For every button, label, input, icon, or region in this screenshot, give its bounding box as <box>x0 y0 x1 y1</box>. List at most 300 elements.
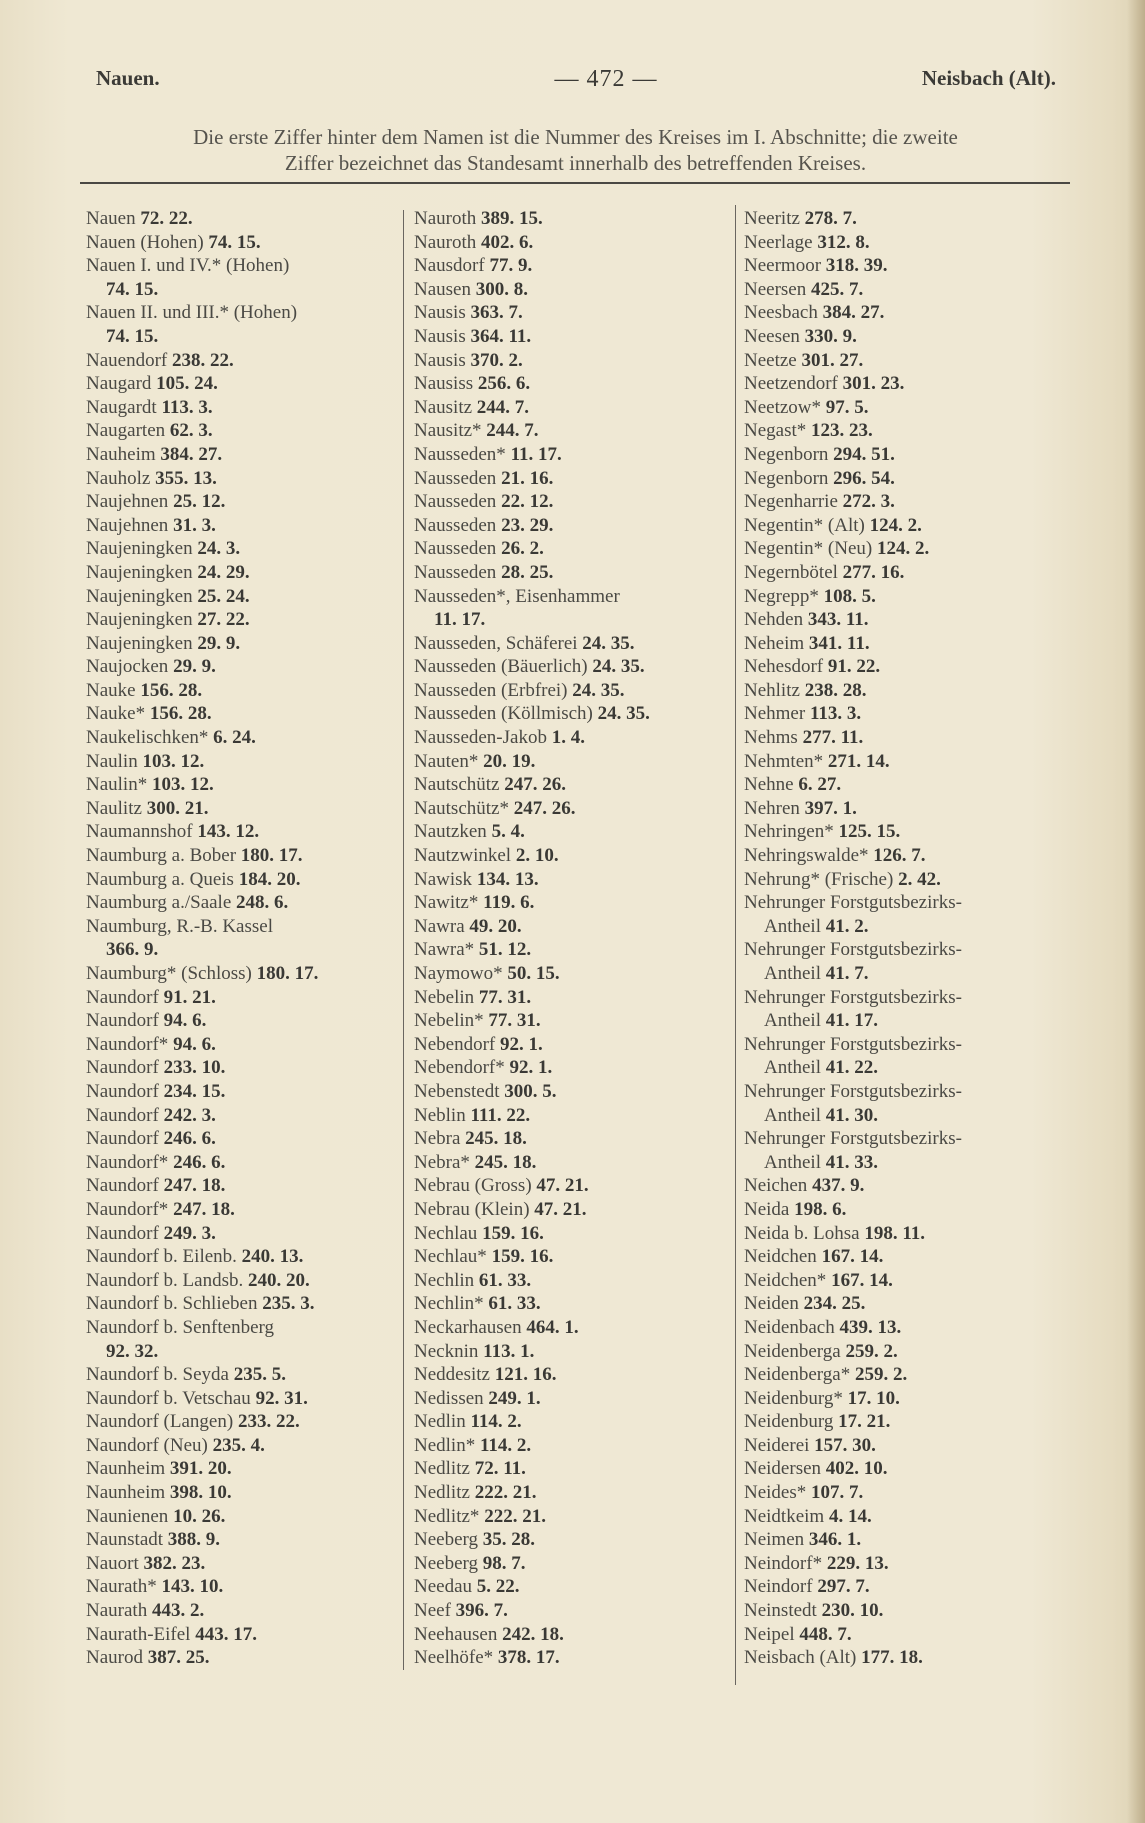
index-entry <box>744 1623 1064 1647</box>
entry-place-name: Neeberg <box>414 1529 483 1551</box>
index-entry <box>86 537 398 561</box>
index-entry <box>86 632 398 656</box>
entry-district-numbers: 384. 27. <box>160 443 223 465</box>
entry-place-name: Naundorf b. Senftenberg <box>86 1316 275 1338</box>
entry-place-name: Antheil <box>764 1057 826 1079</box>
index-entry <box>414 1505 732 1529</box>
entry-district-numbers: 234. 25. <box>803 1293 866 1315</box>
index-entry <box>414 490 732 514</box>
entry-district-numbers: 177. 18. <box>861 1647 923 1669</box>
entry-district-numbers: 277. 11. <box>802 727 864 749</box>
entry-place-name: Nauke* <box>86 703 150 725</box>
entry-place-name: Naundorf b. Seyda <box>86 1364 234 1386</box>
index-entry <box>86 490 398 514</box>
index-entry <box>414 514 732 538</box>
index-entry <box>414 1245 732 1269</box>
entry-district-numbers: 134. 13. <box>476 868 539 890</box>
index-entry <box>86 1080 398 1104</box>
index-entry <box>744 1104 1064 1128</box>
index-entry <box>744 1410 1064 1434</box>
entry-place-name: Neinstedt <box>744 1600 822 1622</box>
entry-district-numbers: 238. 22. <box>172 349 234 371</box>
entry-place-name: Naundorf <box>86 1222 164 1244</box>
index-entry <box>414 585 732 609</box>
entry-district-numbers: 124. 2. <box>876 538 930 560</box>
entry-district-numbers: 50. 15. <box>507 963 560 984</box>
index-entry <box>414 1127 732 1151</box>
entry-place-name: Nausseden-Jakob <box>414 727 552 749</box>
index-entry <box>744 1316 1064 1340</box>
entry-place-name: Naundorf* <box>86 1198 174 1220</box>
entry-district-numbers: 143. 12. <box>197 821 260 843</box>
header-rule <box>80 182 1070 184</box>
entry-place-name: Negenborn <box>744 443 834 465</box>
index-entry <box>86 938 398 962</box>
entry-place-name: Nehringen* <box>744 821 839 843</box>
entry-place-name: Neelhöfe* <box>414 1647 498 1669</box>
entry-district-numbers: 21. 16. <box>501 467 554 489</box>
index-entry <box>414 1198 732 1222</box>
entry-district-numbers: 370. 2. <box>470 349 523 371</box>
entry-district-numbers: 301. 27. <box>801 349 864 371</box>
entry-district-numbers: 113. 1. <box>483 1340 535 1362</box>
index-entry <box>744 1457 1064 1481</box>
entry-place-name: Neidchen <box>744 1246 822 1268</box>
index-entry <box>744 278 1064 302</box>
entry-district-numbers: 17. 21. <box>838 1411 891 1433</box>
index-entry <box>414 325 732 349</box>
entry-place-name: Negenharrie <box>744 491 843 513</box>
entry-place-name: Naunstadt <box>86 1529 168 1551</box>
entry-district-numbers: 312. 8. <box>817 231 870 253</box>
entry-district-numbers: 51. 12. <box>478 939 532 961</box>
index-entry <box>86 750 398 774</box>
index-entry <box>744 1033 1064 1057</box>
index-entry <box>86 1646 398 1670</box>
entry-district-numbers: 230. 10. <box>821 1600 884 1622</box>
entry-district-numbers: 278. 7. <box>804 208 857 229</box>
entry-district-numbers: 114. 2. <box>470 1411 522 1433</box>
index-entry <box>86 561 398 585</box>
entry-place-name: Antheil <box>764 1104 826 1126</box>
entry-place-name: Neichen <box>744 1175 813 1197</box>
entry-district-numbers: 72. 22. <box>140 208 193 229</box>
entry-place-name: Nedlin* <box>414 1434 480 1456</box>
index-entry <box>744 254 1064 278</box>
entry-district-numbers: 300. 5. <box>504 1080 557 1102</box>
index-entry <box>86 1222 398 1246</box>
entry-place-name: Neeritz <box>744 208 805 229</box>
index-entry <box>414 962 732 986</box>
entry-place-name: Nawra <box>414 915 470 937</box>
entry-district-numbers: 91. 21. <box>163 986 216 1008</box>
entry-district-numbers: 246. 6. <box>173 1151 226 1173</box>
index-entry <box>744 1599 1064 1623</box>
entry-place-name: Neimen <box>744 1529 809 1551</box>
entry-place-name: Nebendorf <box>414 1033 500 1055</box>
index-entry <box>86 467 398 491</box>
index-entry <box>86 1033 398 1057</box>
entry-district-numbers: 74. 15. <box>106 278 159 300</box>
entry-place-name: Neheim <box>744 632 809 654</box>
entry-district-numbers: 397. 1. <box>804 797 857 819</box>
entry-district-numbers: 41. 17. <box>825 1010 878 1032</box>
entry-district-numbers: 47. 21. <box>534 1198 587 1220</box>
index-entry <box>744 1363 1064 1387</box>
entry-district-numbers: 391. 20. <box>169 1458 232 1480</box>
entry-place-name: Naundorf* <box>86 1151 174 1173</box>
entry-place-name: Naundorf <box>86 1104 164 1126</box>
index-entry <box>744 891 1064 915</box>
index-entry <box>744 372 1064 396</box>
index-entry <box>744 1340 1064 1364</box>
entry-place-name: Nawisk <box>414 868 477 890</box>
index-entry <box>414 986 732 1010</box>
entry-district-numbers: 222. 21. <box>484 1505 546 1527</box>
entry-district-numbers: 443. 2. <box>151 1600 205 1622</box>
index-entry <box>414 278 732 302</box>
index-entry <box>86 1552 398 1576</box>
index-entry <box>414 1434 732 1458</box>
entry-place-name: Nausseden <box>414 561 502 583</box>
entry-district-numbers: 23. 29. <box>501 514 554 536</box>
header-last-entry: Neisbach (Alt). <box>921 66 1056 90</box>
entry-district-numbers: 4. 14. <box>828 1505 872 1527</box>
entry-place-name: Nauten* <box>414 750 484 772</box>
entry-district-numbers: 24. 35. <box>597 703 650 725</box>
entry-place-name: Neesbach <box>744 302 823 324</box>
entry-district-numbers: 41. 30. <box>825 1104 878 1126</box>
index-entry <box>744 1528 1064 1552</box>
entry-district-numbers: 294. 51. <box>833 443 895 465</box>
entry-place-name: Nauke <box>86 679 141 701</box>
entry-place-name: Nehrunger Forstgutsbezirks- <box>744 1080 962 1102</box>
page-number: — 472 — <box>554 66 658 92</box>
entry-place-name: Nausseden (Köllmisch) <box>414 703 598 725</box>
index-entry <box>744 1151 1064 1175</box>
entry-place-name: Nehrunger Forstgutsbezirks- <box>744 986 962 1008</box>
entry-district-numbers: 6. 24. <box>213 727 256 749</box>
entry-place-name: Naulin* <box>86 774 152 796</box>
entry-place-name: Naunheim <box>86 1458 170 1480</box>
entry-district-numbers: 249. 3. <box>163 1222 216 1244</box>
entry-place-name: Naumannshof <box>86 821 198 843</box>
entry-district-numbers: 49. 20. <box>469 915 522 937</box>
index-entry <box>414 1646 732 1670</box>
entry-place-name: Naujeningken <box>86 609 198 631</box>
entry-place-name: Naundorf b. Vetschau <box>86 1387 256 1409</box>
entry-district-numbers: 246. 6. <box>163 1128 216 1150</box>
entry-district-numbers: 94. 6. <box>173 1033 216 1055</box>
entry-district-numbers: 91. 22. <box>827 656 881 678</box>
entry-place-name: Neiderei <box>744 1434 815 1456</box>
entry-district-numbers: 123. 23. <box>811 420 873 442</box>
index-entry <box>414 1292 732 1316</box>
entry-place-name: Neidenburg <box>744 1411 839 1433</box>
index-entry <box>744 1552 1064 1576</box>
entry-district-numbers: 247. 26. <box>504 774 566 796</box>
index-entry <box>414 1528 732 1552</box>
entry-district-numbers: 229. 13. <box>826 1552 889 1574</box>
entry-place-name: Naurath* <box>86 1576 162 1598</box>
index-entry <box>86 915 398 939</box>
entry-place-name: Neetze <box>744 349 802 371</box>
entry-place-name: Negast* <box>744 420 812 442</box>
page-edge-shadow <box>1127 0 1145 1823</box>
entry-district-numbers: 103. 12. <box>151 774 214 796</box>
entry-place-name: Neisbach (Alt) <box>744 1647 862 1669</box>
entry-district-numbers: 26. 2. <box>501 538 544 560</box>
entry-district-numbers: 256. 6. <box>477 373 531 395</box>
entry-district-numbers: 249. 1. <box>488 1387 541 1409</box>
index-entry <box>414 349 732 373</box>
entry-district-numbers: 24. 35. <box>582 632 635 654</box>
entry-district-numbers: 77. 31. <box>488 1010 541 1032</box>
entry-place-name: Neermoor <box>744 255 826 277</box>
entry-place-name: Neidenburg* <box>744 1387 848 1409</box>
entry-district-numbers: 346. 1. <box>808 1529 862 1551</box>
index-entry <box>86 773 398 797</box>
entry-place-name: Antheil <box>764 1010 826 1032</box>
index-entry <box>86 679 398 703</box>
entry-district-numbers: 1. 4. <box>551 727 585 749</box>
entry-place-name: Nebelin <box>414 986 479 1008</box>
entry-place-name: Nautschütz* <box>414 797 514 819</box>
entry-place-name: Nautzwinkel <box>414 845 516 867</box>
index-entry <box>744 868 1064 892</box>
index-entry <box>86 1245 398 1269</box>
entry-place-name: Negentin* (Alt) <box>744 514 870 536</box>
index-entry <box>744 490 1064 514</box>
index-entry <box>414 443 732 467</box>
entry-district-numbers: 245. 18. <box>465 1128 527 1150</box>
entry-district-numbers: 382. 23. <box>143 1552 206 1574</box>
index-entry <box>744 1434 1064 1458</box>
entry-place-name: Nausis <box>414 302 471 324</box>
index-entry <box>86 372 398 396</box>
entry-place-name: Nehden <box>744 609 808 631</box>
entry-district-numbers: 247. 18. <box>173 1198 235 1220</box>
entry-place-name: Nehms <box>744 727 803 749</box>
entry-district-numbers: 443. 17. <box>195 1623 257 1645</box>
index-entry <box>414 891 732 915</box>
entry-district-numbers: 198. 6. <box>794 1198 847 1220</box>
entry-place-name: Naugarten <box>86 420 170 442</box>
index-entry <box>414 1080 732 1104</box>
entry-district-numbers: 92. 1. <box>509 1057 553 1079</box>
entry-district-numbers: 92. 1. <box>500 1033 543 1055</box>
entry-district-numbers: 11. 17. <box>510 443 562 465</box>
entry-place-name: Nehmten* <box>744 750 828 772</box>
index-entry <box>86 986 398 1010</box>
entry-district-numbers: 24. 29. <box>197 561 250 583</box>
entry-place-name: Nauheim <box>86 443 161 465</box>
index-entry <box>744 1080 1064 1104</box>
entry-place-name: Nechlin <box>414 1269 479 1291</box>
entry-district-numbers: 198. 11. <box>864 1222 926 1244</box>
index-entry <box>86 301 398 325</box>
index-entry <box>86 1481 398 1505</box>
index-entry <box>744 1009 1064 1033</box>
index-entry <box>86 514 398 538</box>
index-entry <box>86 726 398 750</box>
index-entry <box>414 537 732 561</box>
index-entry <box>414 1599 732 1623</box>
entry-place-name: Nauen (Hohen) <box>86 231 209 253</box>
index-entry <box>744 1127 1064 1151</box>
entry-place-name: Nausitz* <box>414 420 487 442</box>
entry-place-name: Naumburg, R.-B. Kassel <box>86 915 273 937</box>
entry-district-numbers: 47. 21. <box>536 1175 589 1197</box>
index-entry <box>414 750 732 774</box>
entry-district-numbers: 244. 7. <box>476 396 530 418</box>
entry-district-numbers: 94. 6. <box>163 1010 207 1032</box>
index-entry <box>86 1316 398 1340</box>
index-entry <box>414 1363 732 1387</box>
index-entry <box>744 1222 1064 1246</box>
entry-place-name: Antheil <box>764 963 826 984</box>
index-entry <box>414 1056 732 1080</box>
entry-district-numbers: 24. 35. <box>572 679 625 701</box>
index-entry <box>414 1457 732 1481</box>
index-entry <box>414 1552 732 1576</box>
entry-district-numbers: 77. 9. <box>489 255 533 277</box>
index-entry <box>414 655 732 679</box>
entry-district-numbers: 448. 7. <box>799 1623 852 1645</box>
entry-place-name: Naundorf b. Schlieben <box>86 1293 263 1315</box>
index-column-2 <box>414 207 732 1670</box>
entry-district-numbers: 107. 7. <box>811 1482 864 1504</box>
index-entry <box>414 938 732 962</box>
entry-place-name: Neida <box>744 1198 795 1220</box>
index-entry <box>744 419 1064 443</box>
entry-place-name: Negrepp* <box>744 585 824 607</box>
entry-place-name: Nehrunger Forstgutsbezirks- <box>744 939 962 961</box>
entry-place-name: Naundorf <box>86 1010 164 1032</box>
index-entry <box>414 608 732 632</box>
entry-place-name: Nehrunger Forstgutsbezirks- <box>744 1128 962 1150</box>
entry-place-name: Nausseden <box>414 514 502 536</box>
index-entry <box>414 1009 732 1033</box>
entry-place-name: Naugard <box>86 373 157 395</box>
entry-place-name: Nehrung* (Frische) <box>744 868 899 890</box>
entry-place-name: Naujeningken <box>86 585 198 607</box>
entry-place-name: Naumburg a. Bober <box>86 845 241 867</box>
index-entry <box>414 915 732 939</box>
entry-district-numbers: 35. 28. <box>482 1529 536 1551</box>
index-entry <box>414 797 732 821</box>
entry-district-numbers: 240. 13. <box>241 1246 304 1268</box>
index-entry <box>744 1646 1064 1670</box>
entry-place-name: Neidenbach <box>744 1316 840 1338</box>
entry-place-name: Nausiss <box>414 373 478 395</box>
entry-district-numbers: 113. 3. <box>809 703 862 725</box>
entry-place-name: Naundorf (Neu) <box>86 1434 213 1456</box>
index-entry <box>414 1340 732 1364</box>
index-entry <box>86 349 398 373</box>
entry-place-name: Naundorf b. Eilenb. <box>86 1246 242 1268</box>
index-entry <box>414 231 732 255</box>
entry-place-name: Nauen <box>86 208 141 229</box>
index-entry <box>744 632 1064 656</box>
entry-place-name: Neida b. Lohsa <box>744 1222 865 1244</box>
entry-district-numbers: 363. 7. <box>470 302 523 324</box>
entry-district-numbers: 5. 22. <box>476 1576 520 1598</box>
entry-place-name: Antheil <box>764 915 826 937</box>
entry-district-numbers: 364. 11. <box>470 325 532 347</box>
entry-district-numbers: 244. 7. <box>486 420 539 442</box>
entry-place-name: Needau <box>414 1576 477 1598</box>
index-entry <box>86 1151 398 1175</box>
index-entry <box>744 844 1064 868</box>
index-entry <box>86 608 398 632</box>
index-entry <box>86 1009 398 1033</box>
entry-district-numbers: 355. 13. <box>155 467 217 489</box>
entry-district-numbers: 5. 4. <box>491 821 525 843</box>
index-entry <box>86 1127 398 1151</box>
index-entry <box>744 1174 1064 1198</box>
entry-place-name: Nauendorf <box>86 349 172 371</box>
entry-district-numbers: 29. 9. <box>197 632 241 654</box>
entry-place-name: Neddesitz <box>414 1364 495 1386</box>
entry-place-name: Necknin <box>414 1340 484 1362</box>
index-entry <box>744 443 1064 467</box>
entry-place-name: Naugardt <box>86 396 162 418</box>
index-entry <box>86 1457 398 1481</box>
entry-place-name: Neetzendorf <box>744 373 843 395</box>
entry-district-numbers: 242. 18. <box>502 1623 564 1645</box>
entry-district-numbers: 105. 24. <box>156 373 218 395</box>
index-entry <box>86 1340 398 1364</box>
entry-place-name: Naundorf <box>86 1128 164 1150</box>
entry-district-numbers: 25. 24. <box>197 585 250 607</box>
index-entry <box>414 1174 732 1198</box>
index-entry <box>744 325 1064 349</box>
index-entry <box>744 915 1064 939</box>
entry-place-name: Nechlau <box>414 1222 483 1244</box>
entry-district-numbers: 180. 17. <box>240 845 303 867</box>
entry-place-name: Naundorf (Langen) <box>86 1411 238 1433</box>
entry-district-numbers: 242. 3. <box>163 1104 216 1126</box>
index-entry <box>744 1481 1064 1505</box>
entry-place-name: Nauen I. und IV.* (Hohen) <box>86 255 290 277</box>
entry-district-numbers: 62. 3. <box>169 420 213 442</box>
entry-place-name: Neidersen <box>744 1458 826 1480</box>
entry-district-numbers: 318. 39. <box>825 255 888 277</box>
entry-place-name: Nautzken <box>414 821 492 843</box>
index-entry <box>86 254 398 278</box>
entry-district-numbers: 41. 7. <box>825 963 869 984</box>
index-entry <box>86 868 398 892</box>
entry-district-numbers: 27. 22. <box>197 609 250 631</box>
entry-district-numbers: 6. 27. <box>798 774 842 796</box>
entry-place-name: Nawitz* <box>414 892 484 914</box>
entry-place-name: Negentin* (Neu) <box>744 538 877 560</box>
index-entry <box>414 726 732 750</box>
index-entry <box>86 1292 398 1316</box>
index-entry <box>86 1575 398 1599</box>
entry-place-name: Naukelischken* <box>86 727 214 749</box>
index-entry <box>744 537 1064 561</box>
entry-district-numbers: 20. 19. <box>483 750 536 772</box>
index-entry <box>744 962 1064 986</box>
entry-district-numbers: 180. 17. <box>256 963 319 984</box>
index-entry <box>86 396 398 420</box>
note-line-2: Ziffer bezeichnet das Standesamt innerhalb des betreffenden Kreises. <box>284 151 867 175</box>
entry-place-name: Nausseden*, Eisenhammer <box>414 585 620 607</box>
index-entry <box>86 962 398 986</box>
entry-district-numbers: 41. 33. <box>825 1151 878 1173</box>
